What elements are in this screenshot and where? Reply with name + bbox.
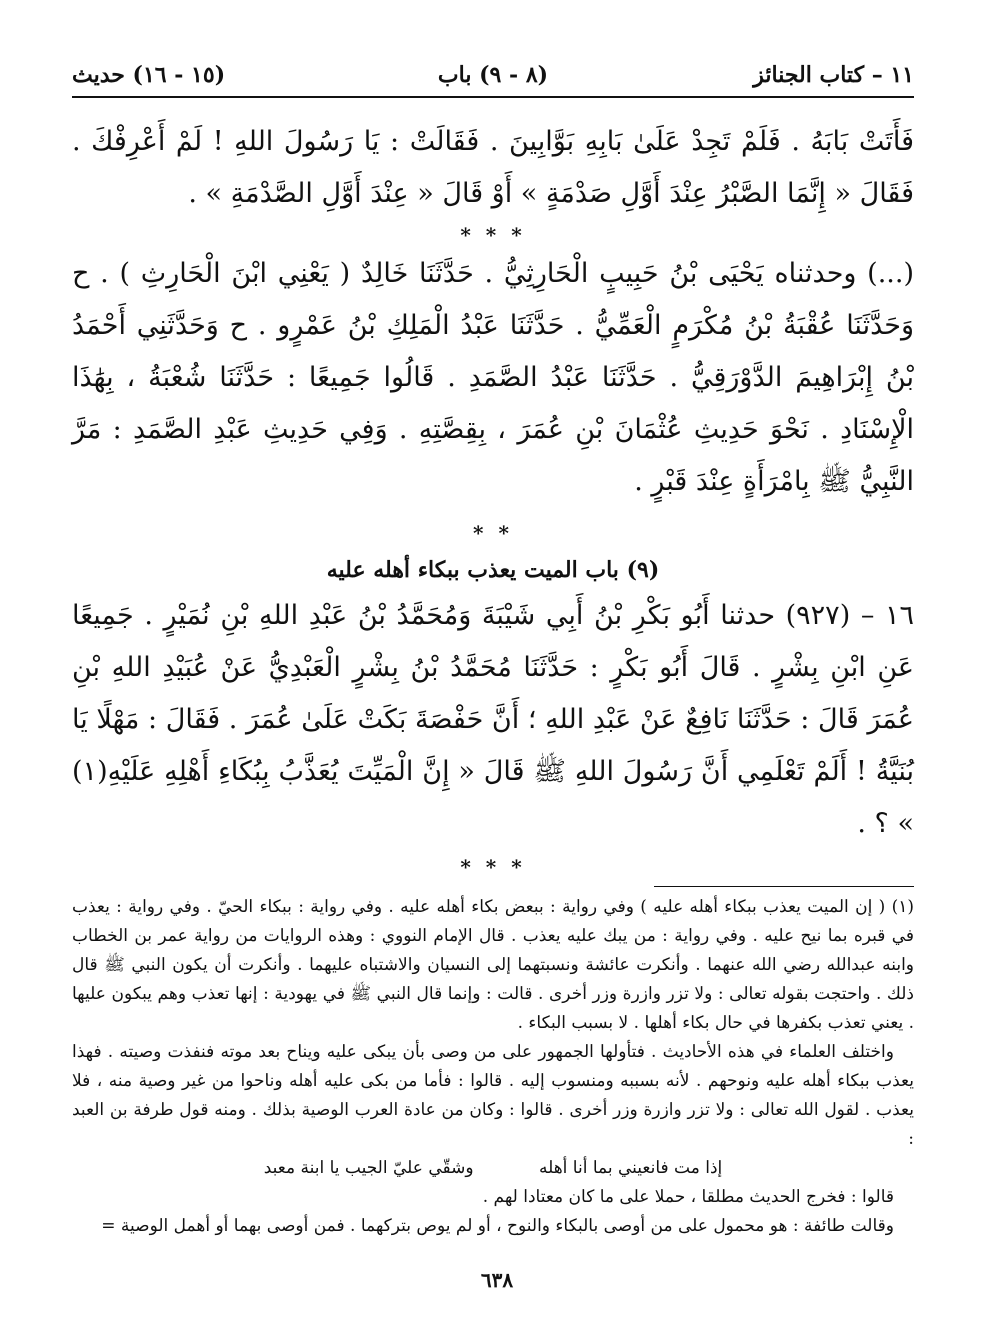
running-header [72,56,914,98]
footnote-3: قالوا : فخرج الحديث مطلقا ، حملا على ما كان معتادا لهم . [482,1187,894,1207]
footnote-2: واختلف العلماء في هذه الأحاديث . فتأولها الجمهور على من وصى بأن يبكى عليه ويناح بعد موته فنفذت وصيته . فهذا يعذب ببكاء أهله عليه ونوحهم . لأنه بسببه ومنسوب إليه . قالوا : فأما من بكى عليه أهله وناحوا من غير وصية منه ، فلا يعذب . لقول الله تعالى : ولا تزر وازرة وزر أخرى . قالوا : وكان من عادة العرب الوصية بذلك . ومنه قول طرفة بن العبد : [72,1042,914,1149]
book-page [72,56,914,1296]
header-chapter: ١١ – كتاب الجنائز [753,62,914,88]
poetry-verse [72,1154,914,1183]
footnote-separator [654,886,914,887]
page-number: ٦٣٨ [480,1268,514,1292]
separator-stars: * * * [460,855,526,879]
header-hadith: (١٥ - ١٦) حديث [72,62,226,88]
footnote-1: (١) ( إن الميت يعذب ببكاء أهله عليه ) وفي رواية : ببعض بكاء أهله عليه . وفي رواية : ببكاء الحيّ . وفي رواية : يعذب في قبره بما نيح عليه . وفي رواية : من يبك عليه يعذب . قال الإمام النووي : وهذه الروايات من رواية عمر بن الخطاب وابنه عبدالله رضي الله عنهما . وأنكرت عائشة ونسبتهما إلى النسيان والاشتباه عليهما . وأنكرت أن يكون النبي ﷺ قال ذلك . واحتجت بقوله تعالى : ولا تزر وازرة وزر أخرى . قالت : وإنما قال النبي ﷺ في يهودية : إنها تعذب وهم يبكون عليها . يعني تعذب بكفرها في حال بكاء أهلها . لا بسبب البكاء . [72,897,914,1033]
header-bab: (٨ - ٩) باب [437,62,549,88]
hadith-chain: (...) وحدثناه يَحْيَى بْنُ حَبِيبٍ الْحَارِثِيُّ . حَدَّثَنَا خَالِدٌ ( يَعْنِي ابْنَ الْحَارِثِ ) . ح وَحَدَّثَنَا عُقْبَةُ بْنُ مُكْرَمٍ الْعَمِّيُّ . حَدَّثَنَا عَبْدُ الْمَلِكِ بْنُ عَمْرٍو . ح وَحَدَّثَنِي أَحْمَدُ بْنُ إِبْرَاهِيمَ الدَّوْرَقِيُّ . حَدَّثَنَا عَبْدُ الصَّمَدِ . قَالُوا جَمِيعًا : حَدَّثَنَا شُعْبَةُ ، بِهَٰذَا الْإِسْنَادِ . نَحْوَ حَدِيثِ عُثْمَانَ بْنِ عُمَرَ ، بِقِصَّتِهِ . وَفِي حَدِيثِ عَبْدِ الصَّمَدِ : مَرَّ النَّبِيُّ ﷺ بِامْرَأَةٍ عِنْدَ قَبْرٍ . [72,258,914,497]
verse-second-hemistich: وشقّي عليّ الجيب يا ابنة معبد [263,1158,474,1178]
verse-first-hemistich: إذا مت فانعيني بما أنا أهله [538,1158,723,1178]
footnote-4: وقالت طائفة : هو محمول على من أوصى بالبكاء والنوح ، أو لم يوص بتركهما . فمن أوصى بهما أو أهمل الوصية = [101,1216,894,1236]
chapter-title: (٩) باب الميت يعذب ببكاء أهله عليه [326,557,660,583]
hadith-continuation: فَأَتَتْ بَابَهُ . فَلَمْ تَجِدْ عَلَىٰ بَابِهِ بَوَّابِينَ . فَقَالَتْ : يَا رَسُولَ اللهِ ! لَمْ أَعْرِفْكَ . فَقَالَ « إِنَّمَا الصَّبْرُ عِنْدَ أَوَّلِ صَدْمَةٍ » أَوْ قَالَ « عِنْدَ أَوَّلِ الصَّدْمَةِ » . [72,126,914,209]
separator-stars: * * * [460,223,526,247]
hadith-927: ١٦ – (٩٢٧) حدثنا أَبُو بَكْرِ بْنُ أَبِي شَيْبَةَ وَمُحَمَّدُ بْنُ عَبْدِ اللهِ بْنِ نُمَيْرٍ . جَمِيعًا عَنِ ابْنِ بِشْرٍ . قَالَ أَبُو بَكْرٍ : حَدَّثَنَا مُحَمَّدُ بْنُ بِشْرٍ الْعَبْدِيُّ عَنْ عُبَيْدِ اللهِ بْنِ عُمَرَ قَالَ : حَدَّثَنَا نَافِعٌ عَنْ عَبْدِ اللهِ ؛ أَنَّ حَفْصَةَ بَكَتْ عَلَىٰ عُمَرَ . فَقَالَ : مَهْلًا يَا بُنَيَّةُ ! أَلَمْ تَعْلَمِي أَنَّ رَسُولَ اللهِ ﷺ قَالَ « إِنَّ الْمَيِّتَ يُعَذَّبُ بِبُكَاءِ أَهْلِهِ عَلَيْهِ(١) » ؟ . [72,600,914,839]
separator-stars: * * [473,521,513,545]
